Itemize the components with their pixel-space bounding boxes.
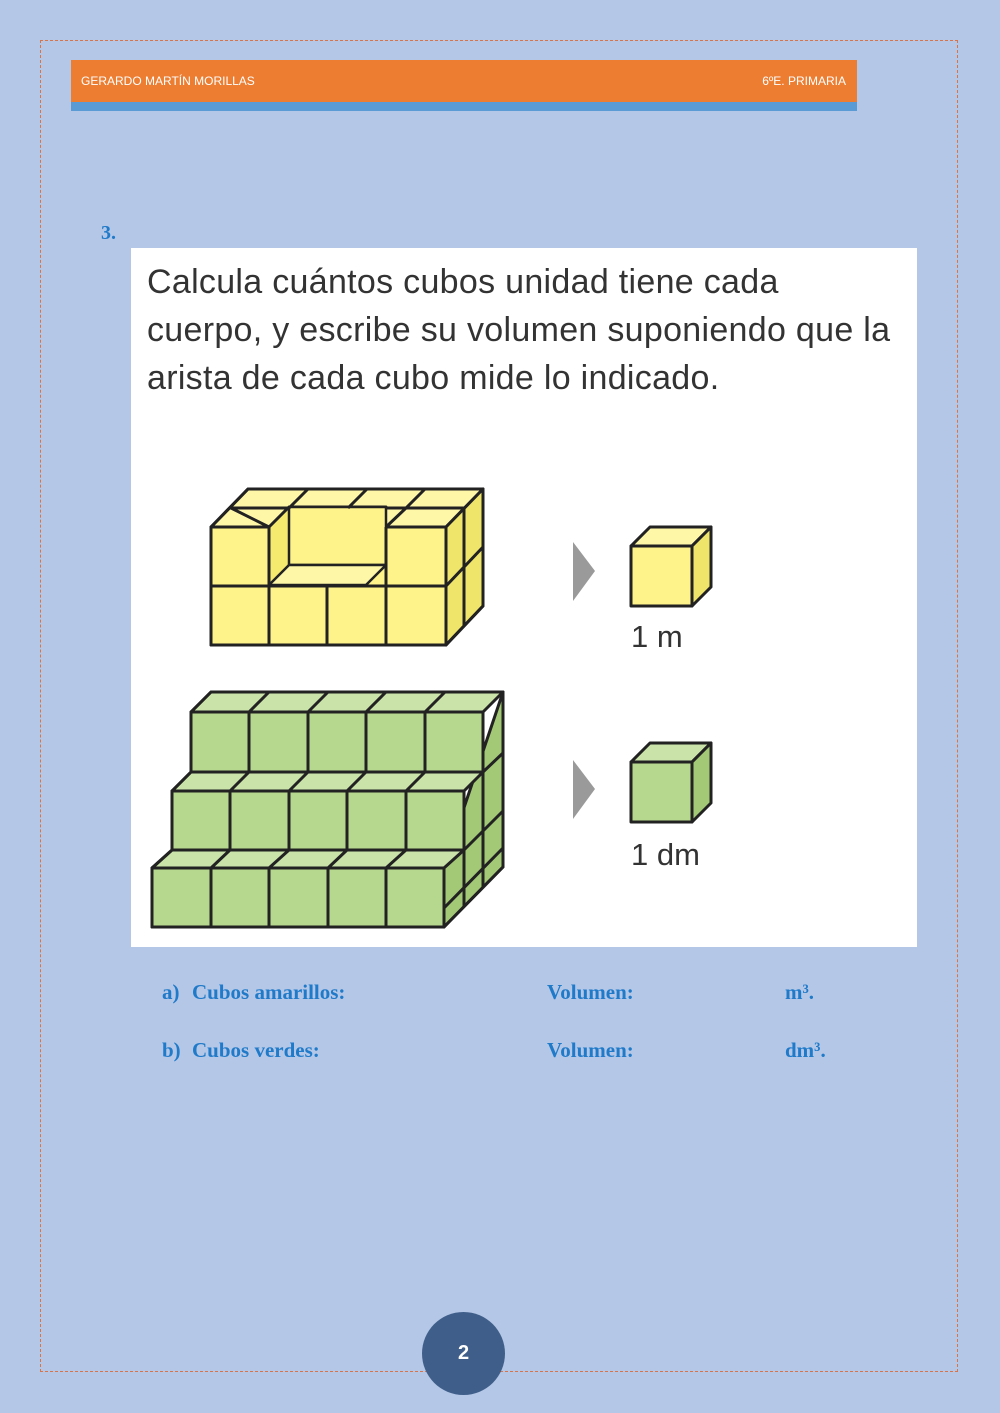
answer-label: Cubos verdes: xyxy=(192,1038,320,1062)
answer-row-a xyxy=(162,980,862,1010)
yellow-unit-label: 1 m xyxy=(631,619,683,654)
cube-figures xyxy=(131,248,917,947)
yellow-solid-figure xyxy=(211,489,483,645)
volume-label: Volumen: xyxy=(547,1038,634,1062)
volume-unit: dm³. xyxy=(785,1038,826,1062)
exercise-card xyxy=(131,248,917,947)
green-solid-figure xyxy=(152,692,503,927)
header-underline xyxy=(71,102,857,111)
exercise-instruction: Calcula cuántos cubos unidad tiene cada cuerpo, y escribe su volumen suponiendo que la arista de cada cubo mide lo indicado. xyxy=(147,263,891,397)
arrow-right-icon xyxy=(573,760,595,819)
answer-label: Cubos amarillos: xyxy=(192,980,346,1004)
answer-letter: a) xyxy=(162,980,180,1004)
exercise-number: 3. xyxy=(101,222,116,244)
header-author: GERARDO MARTÍN MORILLAS xyxy=(81,74,255,88)
answer-row-b xyxy=(162,1038,862,1068)
header-bar xyxy=(71,60,857,102)
volume-unit: m³. xyxy=(785,980,815,1004)
answer-letter: b) xyxy=(162,1038,181,1062)
arrow-right-icon xyxy=(573,542,595,601)
header-grade: 6ºE. PRIMARIA xyxy=(762,74,846,88)
volume-label: Volumen: xyxy=(547,980,634,1004)
green-unit-label: 1 dm xyxy=(631,837,700,872)
page-number-badge: 2 xyxy=(422,1312,505,1395)
yellow-unit-cube xyxy=(631,527,711,606)
green-unit-cube xyxy=(631,743,711,822)
